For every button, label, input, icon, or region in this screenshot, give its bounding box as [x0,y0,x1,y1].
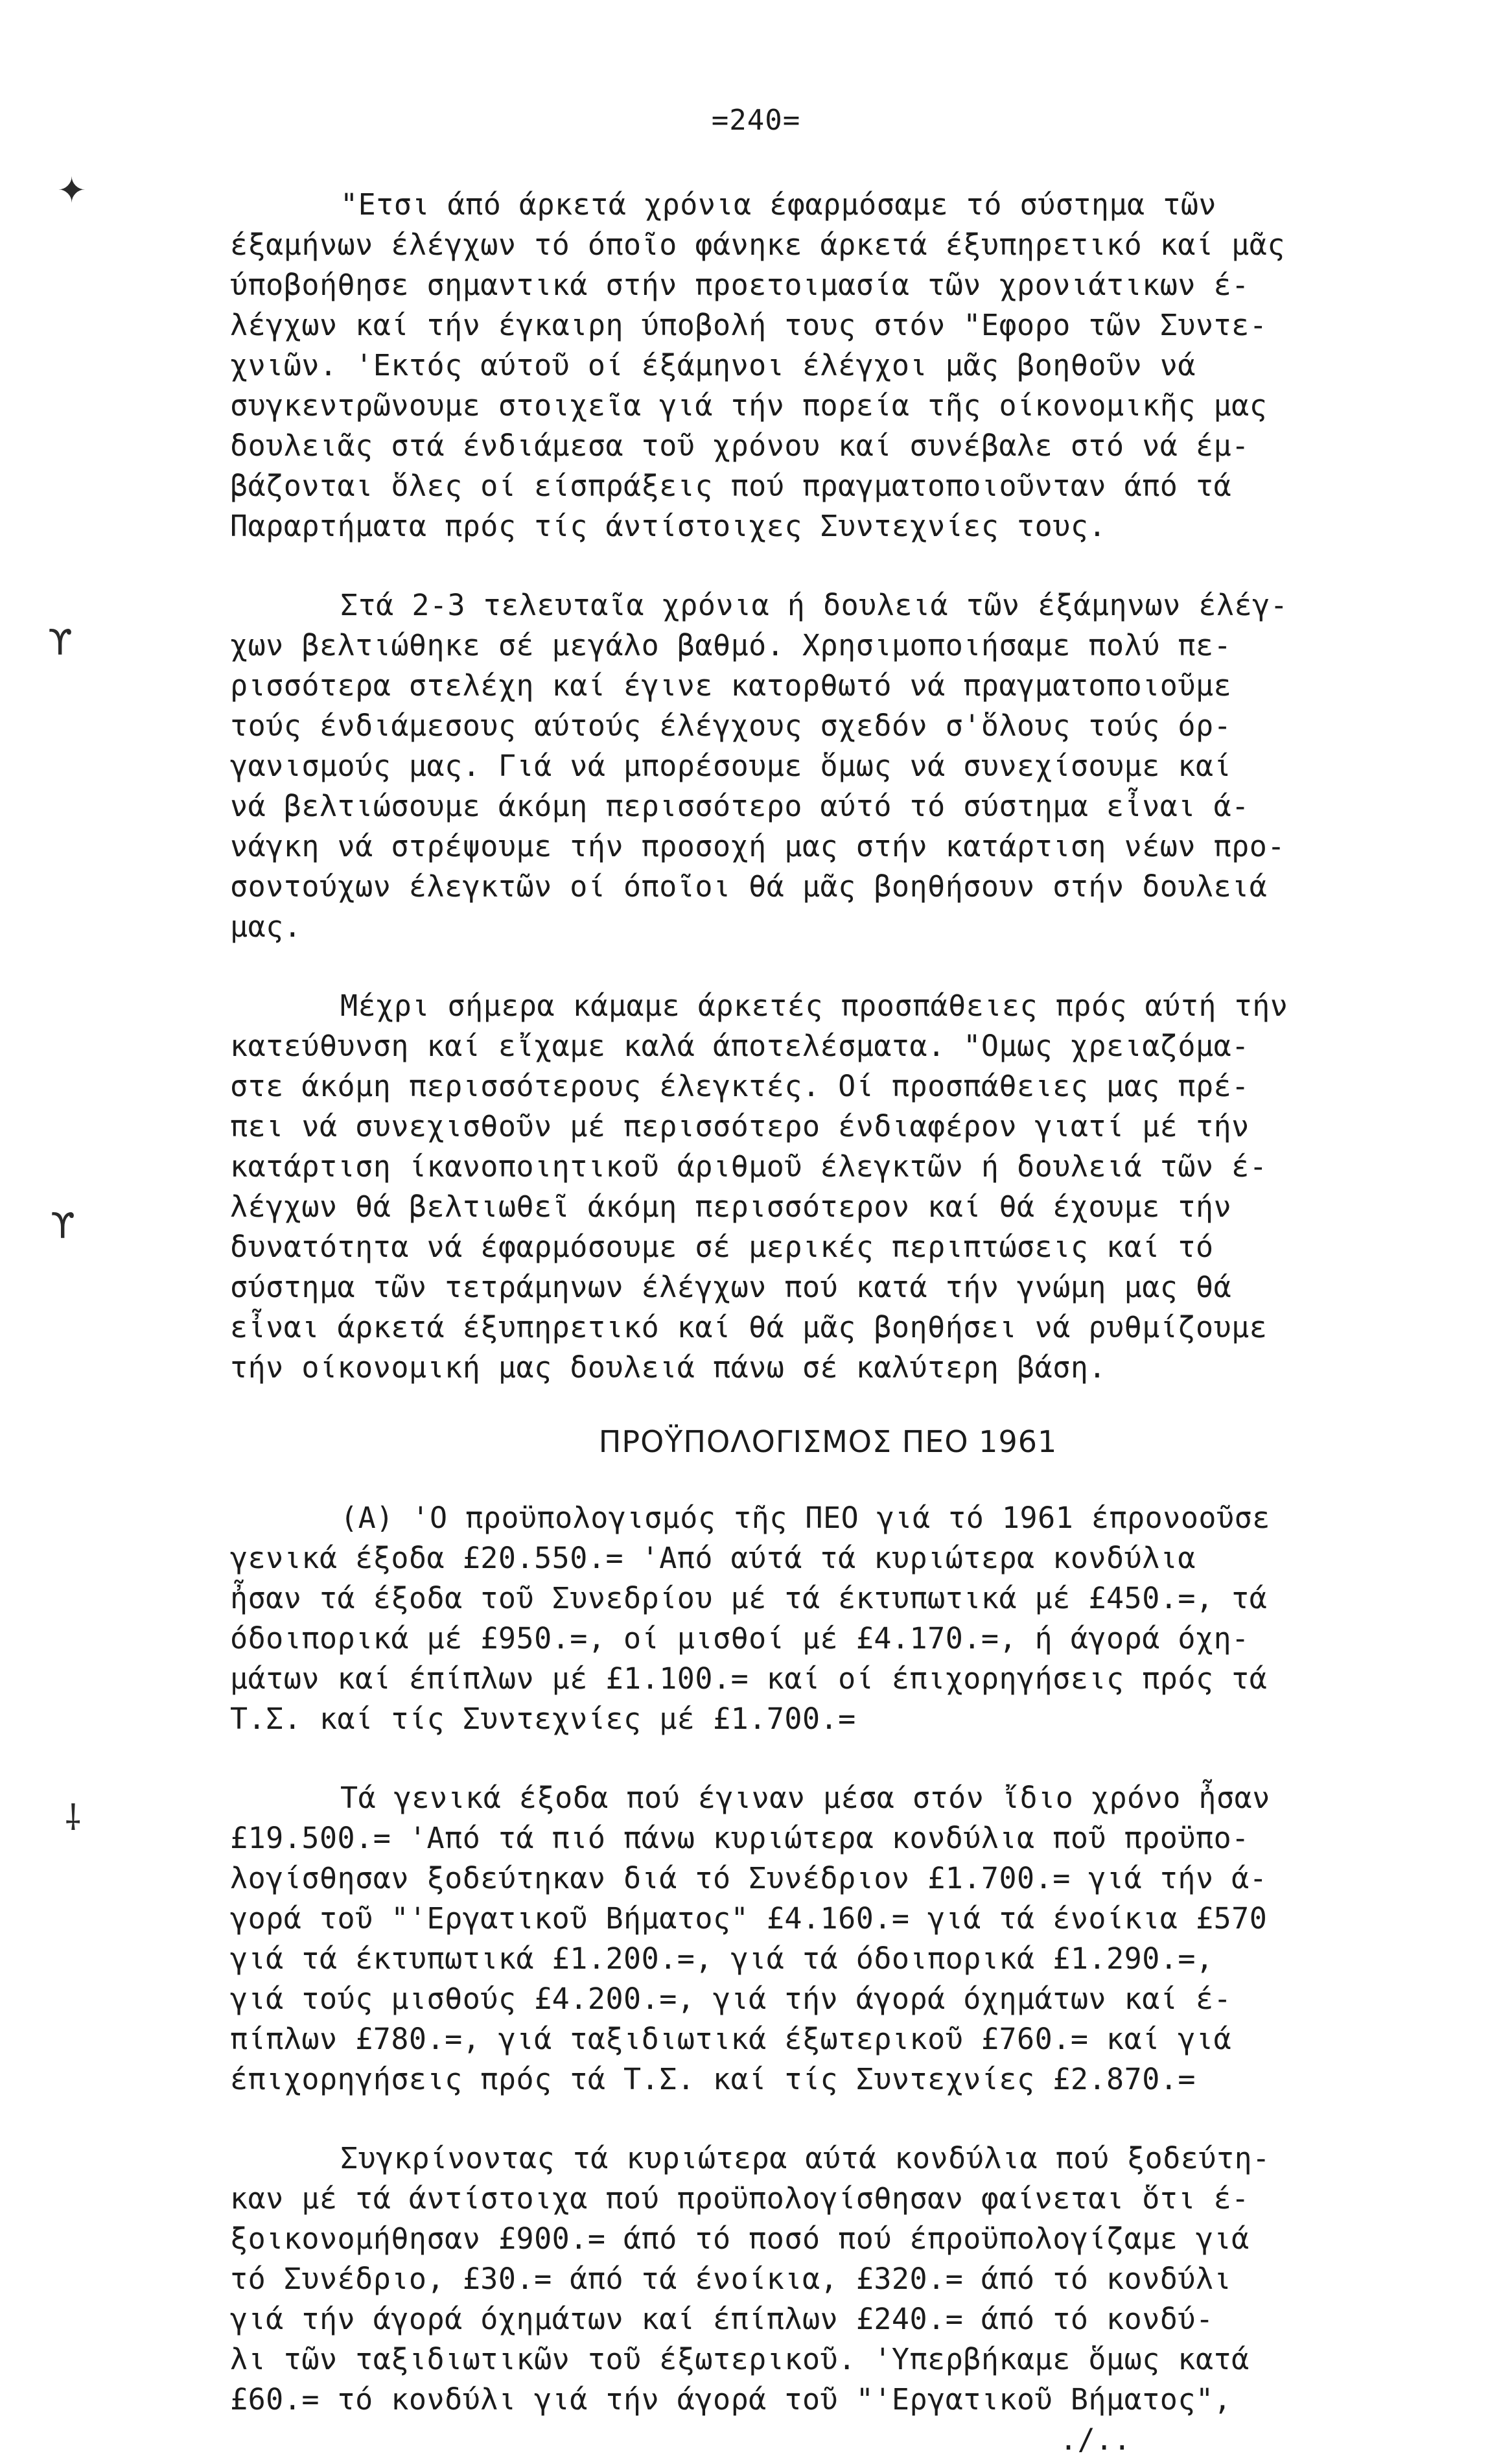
text-line: Παραρτήματα πρός τίς άντίστοιχες Συντεχνίες τους. [230,509,1107,543]
text-line: £19.500.= 'Από τά πιό πάνω κυριώτερα κονδύλια ποῦ προϋπο- [230,1821,1250,1855]
text-line: μάτων καί έπίπλων μέ £1.100.= καί οί έπιχορηγήσεις πρός τά [230,1661,1268,1696]
text-line: δουλειᾶς στά ένδιάμεσα τοῦ χρόνου καί συνέβαλε στό νά έμ- [230,428,1250,463]
text-line: χων βελτιώθηκε σέ μεγάλο βαθμό. Χρησιμοποιήσαμε πολύ πε- [230,628,1232,662]
text-line: ρισσότερα στελέχη καί έγινε κατορθωτό νά πραγματοποιοῦμε [230,668,1232,703]
text-line: γιά τά έκτυπωτικά £1.200.=, γιά τά όδοιπορικά £1.290.=, [230,1941,1214,1976]
text-line: "Ετσι άπό άρκετά χρόνια έφαρμόσαμε τό σύστημα τῶν [340,187,1217,222]
paragraph [230,185,1426,546]
text-line: μας. [230,909,302,944]
text-line: κατεύθυνση καί εἴχαμε καλά άποτελέσματα. "Ομως χρειαζόμα- [230,1029,1250,1063]
text-line: γιά τούς μισθούς £4.200.=, γιά τήν άγορά όχημάτων καί έ- [230,1982,1232,2016]
text-line: Τά γενικά έξοδα πού έγιναν μέσα στόν ἴδιο χρόνο ἦσαν [340,1781,1270,1815]
text-line: κατάρτιση ίκανοποιητικοῦ άριθμοῦ έλεγκτῶν ή δουλειά τῶν έ- [230,1149,1268,1184]
text-line: τό Συνέδριο, £30.= άπό τά ένοίκια, £320.= άπό τό κονδύλι [230,2262,1232,2296]
text-line: συγκεντρῶνουμε στοιχεῖα γιά τήν πορεία τῆς οίκονομικῆς μας [230,388,1268,423]
text-line: έπιχορηγήσεις πρός τά Τ.Σ. καί τίς Συντεχνίες £2.870.= [230,2062,1196,2096]
margin-mark: ϒ [51,1206,75,1247]
text-line: τούς ένδιάμεσους αύτούς έλέγχους σχεδόν σ'ὅλους τούς όρ- [230,709,1232,743]
text-line: νά βελτιώσουμε άκόμη περισσότερο αύτό τό σύστημα εἶναι ά- [230,789,1250,823]
continuation-mark: ./.. [1060,2422,1132,2457]
text-line: ἦσαν τά έξοδα τοῦ Συνεδρίου μέ τά έκτυπωτικά μέ £450.=, τά [230,1581,1268,1615]
text-line: βάζονται ὅλες οί είσπράξεις πού πραγματοποιοῦνταν άπό τά [230,469,1232,503]
text-line: έξαμήνων έλέγχων τό όποῖο φάνηκε άρκετά έξυπηρετικό καί μᾶς [230,228,1285,262]
margin-mark: ⸸ [65,1798,82,1838]
text-line: λέγχων θά βελτιωθεῖ άκόμη περισσότερον καί θά έχουμε τήν [230,1189,1232,1224]
text-line: γενικά έξοδα £20.550.= 'Από αύτά τά κυριώτερα κονδύλια [230,1541,1196,1575]
text-line: σύστημα τῶν τετράμηνων έλέγχων πού κατά τήν γνώμη μας θά [230,1270,1232,1304]
text-line: λογίσθησαν ξοδεύτηκαν διά τό Συνέδριον £1.700.= γιά τήν ά- [230,1861,1268,1895]
text-line: λι τῶν ταξιδιωτικῶν τοῦ έξωτερικοῦ. 'Υπερβήκαμε ὅμως κατά [230,2342,1250,2376]
text-line: χνιῶν. 'Εκτός αύτοῦ οί έξάμηνοι έλέγχοι μᾶς βοηθοῦν νά [230,348,1196,382]
text-line: όδοιπορικά μέ £950.=, οί μισθοί μέ £4.170.=, ή άγορά όχη- [230,1621,1250,1656]
margin-mark: ✦ [57,170,87,211]
text-line: Τ.Σ. καί τίς Συντεχνίες μέ £1.700.= [230,1702,856,1736]
text-line: καν μέ τά άντίστοιχα πού προϋπολογίσθησαν φαίνεται ὅτι έ- [230,2181,1250,2216]
text-line: εἶναι άρκετά έξυπηρετικό καί θά μᾶς βοηθήσει νά ρυθμίζουμε [230,1310,1268,1344]
section-heading: ΠΡΟΫΠΟΛΟΓΙΣΜΟΣ ΠΕΟ 1961 [598,1424,1058,1459]
text-line: πίπλων £780.=, γιά ταξιδιωτικά έξωτερικοῦ £760.= καί γιά [230,2022,1232,2056]
text-line: (Α) 'Ο προϋπολογισμός τῆς ΠΕΟ γιά τό 1961 έπρονοοῦσε [340,1501,1270,1535]
text-line: ύποβοήθησε σημαντικά στήν προετοιμασία τῶν χρονιάτικων έ- [230,268,1250,302]
margin-mark: ϒ [48,622,73,663]
paragraph [230,2138,1426,2460]
text-line: Στά 2-3 τελευταῖα χρόνια ή δουλειά τῶν έξάμηνων έλέγ- [340,588,1288,622]
page-number: =240= [711,104,801,137]
text-line: στε άκόμη περισσότερους έλεγκτές. Οί προσπάθειες μας πρέ- [230,1069,1250,1103]
text-line: Μέχρι σήμερα κάμαμε άρκετές προσπάθειες πρός αύτή τήν [340,989,1288,1023]
text-line: γανισμούς μας. Γιά νά μπορέσουμε ὅμως νά συνεχίσουμε καί [230,749,1232,783]
text-line: λέγχων καί τήν έγκαιρη ύποβολή τους στόν "Εφορο τῶν Συντε- [230,308,1268,342]
text-line: πει νά συνεχισθοῦν μέ περισσότερο ένδιαφέρον γιατί μέ τήν [230,1109,1250,1143]
paragraph [230,585,1426,947]
text-line: £60.= τό κονδύλι γιά τήν άγορά τοῦ "'Εργατικοῦ Βήματος", [230,2382,1232,2417]
text-line: σοντούχων έλεγκτῶν οί όποῖοι θά μᾶς βοηθήσουν στήν δουλειά [230,869,1268,904]
text-line: γιά τήν άγορά όχημάτων καί έπίπλων £240.= άπό τό κονδύ- [230,2302,1214,2336]
paragraph [230,1778,1426,2100]
text-line: γορά τοῦ "'Εργατικοῦ Βήματος" £4.160.= γιά τά ένοίκια £570 [230,1901,1268,1936]
document-body [230,185,1426,2460]
text-line: δυνατότητα νά έφαρμόσουμε σέ μερικές περιπτώσεις καί τό [230,1230,1214,1264]
text-line: Συγκρίνοντας τά κυριώτερα αύτά κονδύλια πού ξοδεύτη- [340,2141,1270,2175]
text-line: τήν οίκονομική μας δουλειά πάνω σέ καλύτερη βάση. [230,1350,1107,1385]
paragraph [230,1498,1426,1739]
paragraph [230,986,1426,1388]
text-line: νάγκη νά στρέψουμε τήν προσοχή μας στήν κατάρτιση νέων προ- [230,829,1285,863]
text-line: ξοικονομήθησαν £900.= άπό τό ποσό πού έπροϋπολογίζαμε γιά [230,2221,1250,2256]
